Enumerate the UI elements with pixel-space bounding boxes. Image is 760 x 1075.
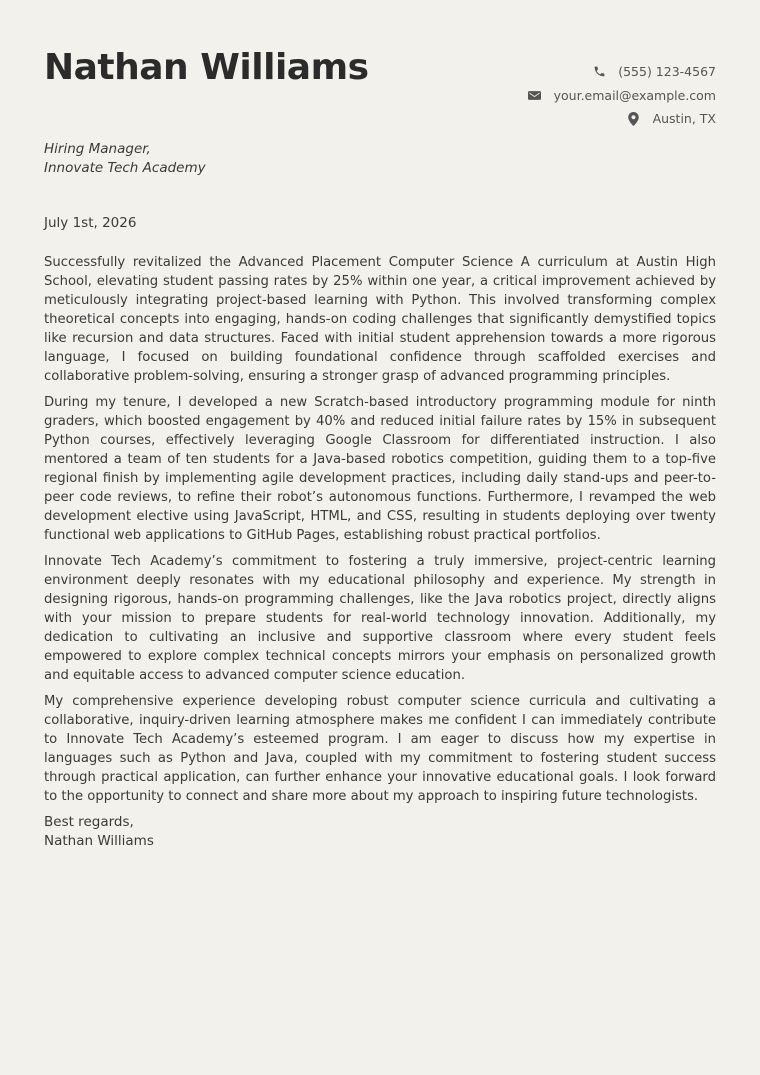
recipient-organization: Innovate Tech Academy: [44, 160, 206, 176]
envelope-icon: [528, 88, 542, 102]
recipient-title: Hiring Manager,: [44, 141, 151, 157]
contact-email: [528, 84, 716, 108]
paragraph-1: Successfully revitalized the Advanced Placement Computer Science A curriculum at Austin High School, elevating student passing rates by 25% within one year, a critical improvement achieved by meticulously integrating project-based learning with Python. This involved transforming complex theoretical concepts into engaging, hands-on coding challenges that significantly demystified topics like recursion and data structures. Faced with initial student apprehension towards a more rigorous language, I focused on building foundational confidence through scaffolded exercises and collaborative problem-solving, ensuring a stronger grasp of advanced programming principles.: [44, 255, 716, 384]
contact-info: [528, 60, 716, 131]
contact-phone: [528, 60, 716, 84]
applicant-name: Nathan Williams: [44, 47, 369, 88]
closing-salutation: Best regards,: [44, 814, 134, 830]
recipient-block: [44, 140, 206, 178]
phone-icon: [592, 65, 606, 79]
letter-body: [44, 253, 716, 851]
paragraph-3: Innovate Tech Academy’s commitment to fostering a truly immersive, project-centric learning environment deeply resonates with my educational philosophy and experience. My strength in designing rigorous, hands-on programming challenges, like the Java robotics project, directly aligns with your mission to prepare students for real-world technology innovation. Additionally, my dedication to cultivating an inclusive and supportive classroom where every student feels empowered to explore complex technical concepts mirrors your emphasis on personalized growth and equitable access to advanced computer science education.: [44, 554, 716, 683]
phone-text: (555) 123-4567: [618, 64, 716, 80]
email-text: your.email@example.com: [553, 87, 716, 103]
paragraph-4: My comprehensive experience developing robust computer science curricula and cultivating a collaborative, inquiry-driven learning atmosphere makes me confident I can immediately contribute to Innovate Tech Academy’s esteemed program. I am eager to discuss how my expertise in languages such as Python and Java, coupled with my commitment to fostering student success through practical application, can further enhance your innovative educational goals. I look forward to the opportunity to connect and share more about my approach to inspiring future technologists.: [44, 694, 716, 804]
paragraph-2: During my tenure, I developed a new Scratch-based introductory programming module for ninth graders, which boosted engagement by 40% and reduced initial failure rates by 15% in subsequent Python courses, effectively leveraging Google Classroom for differentiated instruction. I also mentored a team of ten students for a Java-based robotics competition, guiding them to a top-five regional finish by implementing agile development practices, including daily stand-ups and peer-to-peer code reviews, to refine their robot’s autonomous functions. Furthermore, I revamped the web development elective using JavaScript, HTML, and CSS, resulting in students deploying over twenty functional web applications to GitHub Pages, establishing robust practical portfolios.: [44, 395, 716, 543]
closing-signature: Nathan Williams: [44, 833, 154, 849]
letter-date: July 1st, 2026: [44, 215, 137, 231]
contact-location: [528, 107, 716, 131]
closing-block: [44, 813, 716, 851]
map-pin-icon: [627, 112, 641, 126]
location-text: Austin, TX: [652, 111, 716, 127]
